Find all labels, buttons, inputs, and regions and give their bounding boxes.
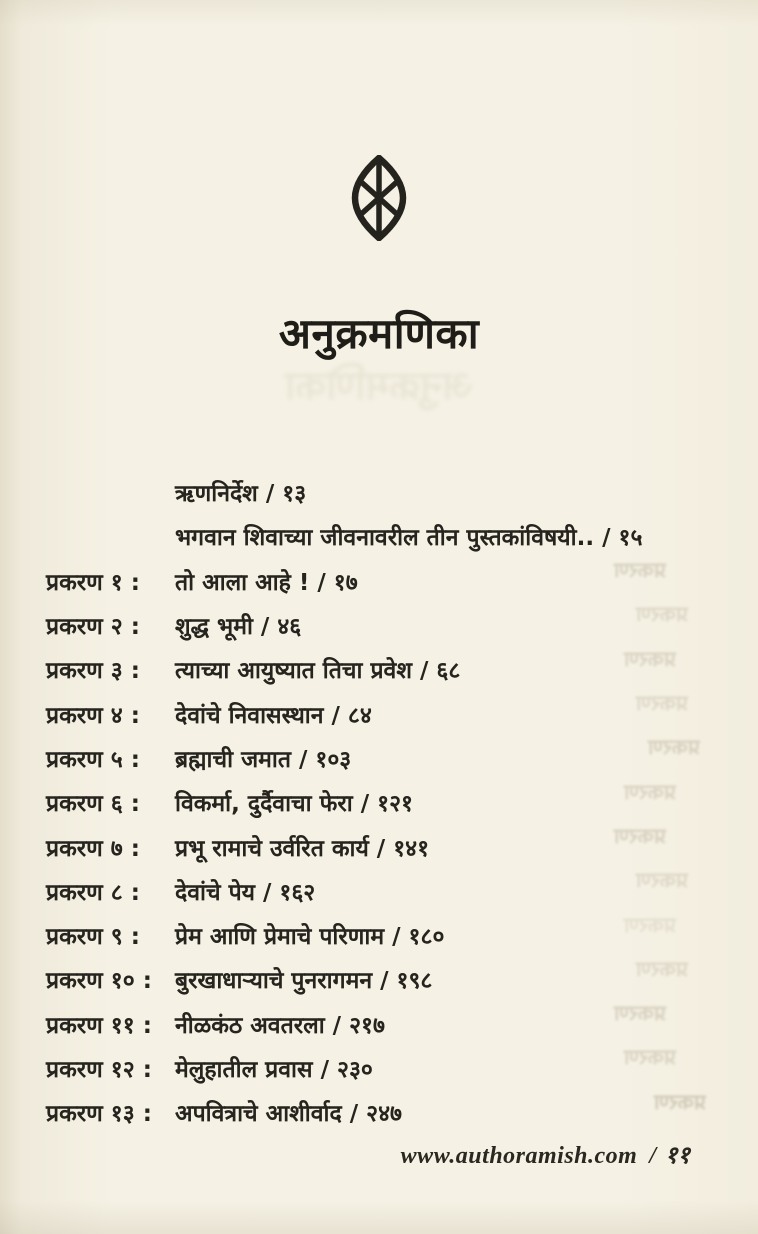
bleedthrough-artifact: प्रकरण	[636, 956, 688, 981]
toc-row	[46, 1046, 714, 1090]
toc-chapter-label: प्रकरण १ :	[46, 569, 140, 596]
bleedthrough-artifact: प्रकरण	[614, 823, 666, 848]
page-number: ११	[665, 1143, 690, 1169]
toc-entry-text: नीळकंठ अवतरला / २१७	[175, 1012, 385, 1039]
leaf-wheel-icon	[350, 155, 408, 241]
toc-chapter-label: प्रकरण ३ :	[46, 658, 140, 685]
toc-entry-text: त्याच्या आयुष्यात तिचा प्रवेश / ६८	[175, 658, 461, 685]
toc-chapter-label: प्रकरण ७ :	[46, 835, 140, 862]
toc-chapter-label: प्रकरण ८ :	[46, 879, 140, 906]
toc-row	[46, 514, 714, 558]
toc-entry-text: तो आला आहे ! / १७	[175, 569, 358, 596]
toc-chapter-label: प्रकरण ११ :	[46, 1012, 152, 1039]
toc-chapter-label: प्रकरण १० :	[46, 968, 152, 995]
toc-entry-text: विकर्मा, दुर्दैवाचा फेरा / १२१	[175, 791, 413, 818]
toc-row	[46, 691, 714, 735]
bleedthrough-artifact: प्रकरण	[614, 558, 666, 583]
toc-row	[46, 780, 714, 824]
toc-chapter-label: प्रकरण ४ :	[46, 702, 140, 729]
bleedthrough-artifact: प्रकरण	[614, 1001, 666, 1026]
toc-row	[46, 957, 714, 1001]
bleedthrough-artifact: प्रकरण	[636, 868, 688, 893]
bleedthrough-artifact: प्रकरण	[624, 1045, 676, 1070]
bleedthrough-artifact: प्रकरण	[636, 602, 688, 627]
bleedthrough-artifact: प्रकरण	[624, 646, 676, 671]
toc-chapter-label: प्रकरण २ :	[46, 614, 140, 641]
toc-entry-text: मेलुहातील प्रवास / २३०	[175, 1057, 373, 1083]
toc-row	[46, 824, 714, 868]
toc-entry-text: अपवित्राचे आशीर्वाद / २४७	[175, 1101, 403, 1128]
page-title: अनुक्रमणिका	[278, 309, 480, 358]
bleedthrough-artifact: प्रकरण	[636, 691, 688, 716]
toc-row	[46, 470, 714, 514]
toc-row	[46, 869, 714, 913]
toc-chapter-label: प्रकरण ९ :	[46, 924, 140, 951]
website-url: www.authoramish.com	[400, 1143, 638, 1169]
toc-list	[46, 470, 714, 1134]
toc-entry-text: शुद्ध भूमी / ४६	[175, 614, 302, 641]
bleedthrough-artifact: प्रकरण	[624, 912, 676, 937]
toc-row	[46, 1002, 714, 1046]
toc-chapter-label: प्रकरण ५ :	[46, 746, 140, 773]
bleedthrough-artifact: प्रकरण	[624, 779, 676, 804]
footer-separator: /	[649, 1143, 657, 1169]
toc-entry-text: भगवान शिवाच्या जीवनावरील तीन पुस्तकांविषयी.. / १५	[175, 525, 643, 552]
toc-entry-text: बुरखाधाऱ्याचे पुनरागमन / १९८	[175, 968, 433, 995]
bleedthrough-artifact: प्रकरण	[648, 735, 700, 760]
toc-row	[46, 603, 714, 647]
toc-row	[46, 1090, 714, 1134]
bleedthrough-artifact: प्रकरण	[654, 1089, 706, 1114]
toc-entry-text: ऋणनिर्देश / १३	[175, 481, 307, 508]
title-bleedthrough-artifact: अनुक्रमणिका	[285, 363, 473, 409]
toc-entry-text: प्रेम आणि प्रेमाचे परिणाम / १८०	[175, 924, 445, 951]
toc-entry-text: देवांचे निवासस्थान / ८४	[175, 702, 372, 729]
toc-entry-text: प्रभू रामाचे उर्वरित कार्य / १४१	[175, 835, 430, 862]
toc-row	[46, 913, 714, 957]
page-footer	[401, 1142, 690, 1170]
toc-row	[46, 736, 714, 780]
toc-row	[46, 559, 714, 603]
toc-entry-text: देवांचे पेय / १६२	[175, 879, 316, 906]
toc-chapter-label: प्रकरण १२ :	[46, 1057, 152, 1083]
toc-chapter-label: प्रकरण ६ :	[46, 791, 140, 818]
toc-row	[46, 647, 714, 691]
toc-chapter-label: प्रकरण १३ :	[46, 1101, 152, 1128]
toc-entry-text: ब्रह्माची जमात / १०३	[175, 746, 352, 773]
